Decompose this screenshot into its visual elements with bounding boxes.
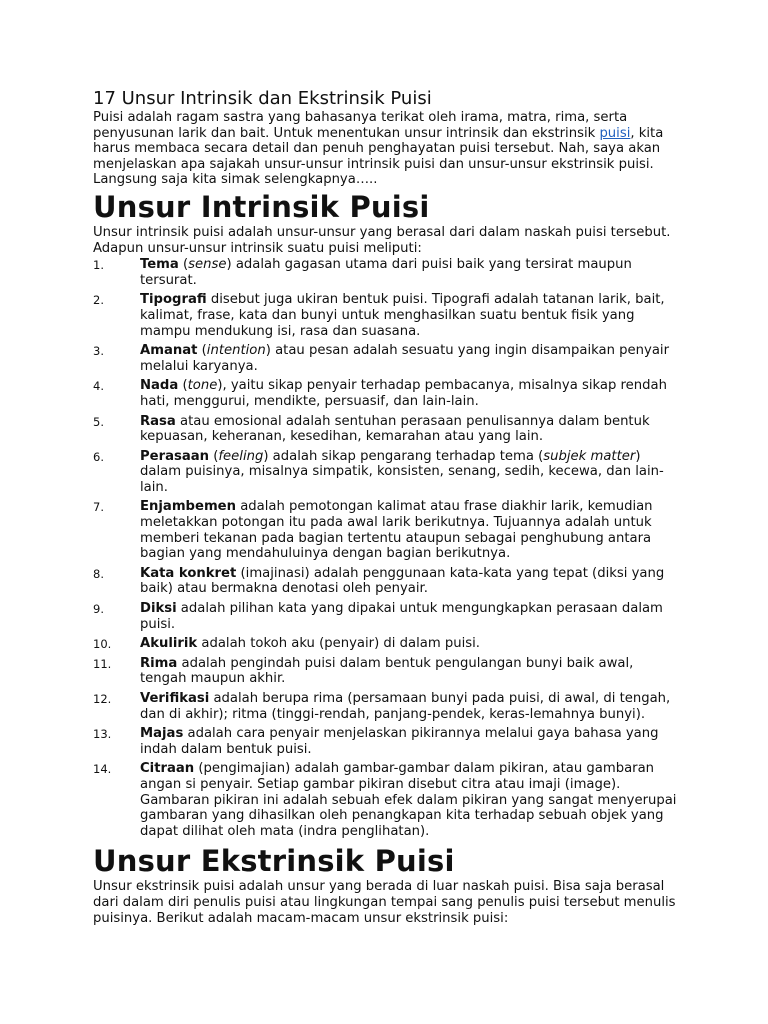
- list-text: ) dalam puisinya, misalnya simpatik, konsisten, senang, sedih, kecewa, dan lain-lain.: [140, 448, 664, 495]
- list-number: 2.: [93, 293, 104, 308]
- list-number: 5.: [93, 414, 104, 429]
- list-term: Tema: [140, 257, 179, 273]
- section-intro-intrinsik: Unsur intrinsik puisi adalah unsur-unsur yang berasal dari dalam naskah puisi tersebut. Adapun unsur-unsur intrinsik suatu puisi meliputi:: [93, 224, 671, 256]
- list-item: [93, 257, 683, 288]
- intrinsik-list: [93, 257, 683, 839]
- list-item: [93, 292, 683, 339]
- list-number: 8.: [93, 566, 104, 581]
- intro-text-1: Puisi adalah ragam sastra yang bahasanya terikat oleh irama, matra, rima, serta penyusunan larik dan bait. Untuk menentukan unsur intrinsik dan ekstrinsik: [93, 110, 628, 141]
- list-term: Rima: [140, 655, 178, 671]
- list-text: adalah berupa rima (persamaan bunyi pada puisi, di awal, di tengah, dan di akhir); ritma (tinggi-rendah, panjang-pendek, keras-lemahnya bunyi).: [140, 691, 671, 722]
- list-italic-term: sense: [188, 257, 227, 273]
- list-text: ) adalah gagasan utama dari puisi baik yang tersirat maupun tersurat.: [140, 257, 632, 288]
- intro-text-2: , kita harus membaca secara detail dan penuh penghayatan puisi tersebut. Nah, saya akan menjelaskan apa sajakah unsur-unsur intrinsik puisi dan unsur-unsur ekstrinsik puisi. Langsung saja kita simak selengkapnya…..: [93, 125, 664, 188]
- list-term: Citraan: [140, 761, 195, 777]
- list-term: Akulirik: [140, 636, 198, 652]
- list-term: Enjambemen: [140, 499, 237, 515]
- list-term: Amanat: [140, 343, 198, 359]
- list-number: 13.: [93, 727, 112, 742]
- list-number: 1.: [93, 258, 104, 273]
- list-italic-term: intention: [206, 343, 266, 359]
- intro-paragraph: [93, 110, 683, 188]
- list-term: Tipografi: [140, 292, 207, 308]
- list-item: [93, 449, 683, 496]
- list-text: (: [197, 343, 207, 359]
- list-text: (pengimajian) adalah gambar-gambar dalam pikiran, atau gambaran angan si penyair. Setiap gambar pikiran disebut citra atau imaji (image). Gambaran pikiran ini adalah sebuah efek dalam pikiran yang sangat menyerupai gambaran yang dihasilkan oleh penangkapan kita terhadap sebuah objek yang dapat dilihat oleh mata (indra penglihatan).: [140, 761, 677, 839]
- list-term: Majas: [140, 726, 184, 742]
- list-number: 11.: [93, 656, 112, 671]
- list-italic-term: tone: [187, 378, 218, 394]
- list-term: Perasaan: [140, 448, 210, 464]
- list-term: Diksi: [140, 601, 177, 617]
- section-intro-ekstrinsik: Unsur ekstrinsik puisi adalah unsur yang berada di luar naskah puisi. Bisa saja berasal dari dalam diri penulis puisi atau lingkungan tempai sang penulis puisi tersebut menulis puisinya. Berikut adalah macam-macam unsur ekstrinsik puisi:: [93, 879, 676, 926]
- page-title: 17 Unsur Intrinsik dan Ekstrinsik Puisi: [93, 88, 432, 109]
- section-heading-intrinsik: Unsur Intrinsik Puisi: [93, 189, 430, 224]
- list-text: (: [209, 448, 219, 464]
- document: [93, 88, 683, 926]
- list-term: Kata konkret: [140, 565, 237, 581]
- list-term: Verifikasi: [140, 691, 210, 706]
- list-italic-term: subjek matter: [543, 448, 636, 464]
- list-text: atau emosional adalah sentuhan perasaan penulisannya dalam bentuk kepuasan, keheranan, kesedihan, kemarahan atau yang lain.: [140, 413, 650, 445]
- list-text: adalah tokoh aku (penyair) di dalam puisi.: [197, 636, 480, 652]
- list-item: [93, 566, 683, 597]
- list-text: adalah pilihan kata yang dipakai untuk mengungkapkan perasaan dalam puisi.: [140, 601, 663, 632]
- list-text: (imajinasi) adalah penggunaan kata-kata yang tepat (diksi yang baik) atau bermakna denotasi oleh penyair.: [140, 565, 665, 597]
- list-text: (: [178, 257, 189, 273]
- list-text: (: [178, 378, 188, 394]
- list-text: adalah pengindah puisi dalam bentuk pengulangan bunyi baik awal, tengah maupun akhir.: [140, 655, 634, 687]
- list-text: ), yaitu sikap penyair terhadap pembacanya, misalnya sikap rendah hati, menggurui, mendikte, persuasif, dan lain-lain.: [140, 378, 667, 409]
- list-number: 3.: [93, 344, 104, 359]
- list-item: [93, 343, 683, 374]
- list-text: adalah cara penyair menjelaskan pikirannya melalui gaya bahasa yang indah dalam bentuk puisi.: [140, 726, 659, 757]
- list-text: ) adalah sikap pengarang terhadap tema (: [263, 448, 544, 464]
- list-item: [93, 378, 683, 409]
- list-number: 10.: [93, 637, 112, 652]
- list-term: Rasa: [140, 413, 176, 429]
- list-number: 9.: [93, 602, 104, 617]
- list-number: 4.: [93, 379, 104, 394]
- list-item: [93, 726, 683, 757]
- list-number: 14.: [93, 762, 112, 777]
- list-number: 7.: [93, 500, 104, 515]
- list-number: 12.: [93, 692, 112, 706]
- list-item: [93, 499, 683, 561]
- list-item: [93, 636, 683, 652]
- puisi-link[interactable]: puisi: [599, 125, 631, 141]
- list-italic-term: feeling: [218, 448, 264, 464]
- list-text: ) atau pesan adalah sesuatu yang ingin disampaikan penyair melalui karyanya.: [140, 343, 669, 374]
- list-text: adalah pemotongan kalimat atau frase diakhir larik, kemudian meletakkan potongan itu pada awal larik berikutnya. Tujuannya adalah untuk memberi tekanan pada bagian tertentu ataupun sebagai penghubung antara bagian yang mendahuluinya dengan bagian berikutnya.: [140, 499, 653, 562]
- list-term: Nada: [140, 378, 179, 394]
- list-text: disebut juga ukiran bentuk puisi. Tipografi adalah tatanan larik, bait, kalimat, frase, kata dan bunyi untuk menghasilkan suatu bentuk fisik yang mampu mendukung isi, rasa dan suasana.: [140, 292, 665, 339]
- section-heading-ekstrinsik: Unsur Ekstrinsik Puisi: [93, 844, 455, 879]
- list-item: [93, 656, 683, 687]
- list-item: [93, 761, 683, 839]
- list-item: [93, 601, 683, 632]
- list-item: [93, 691, 683, 722]
- list-item: [93, 414, 683, 445]
- list-number: 6.: [93, 449, 104, 464]
